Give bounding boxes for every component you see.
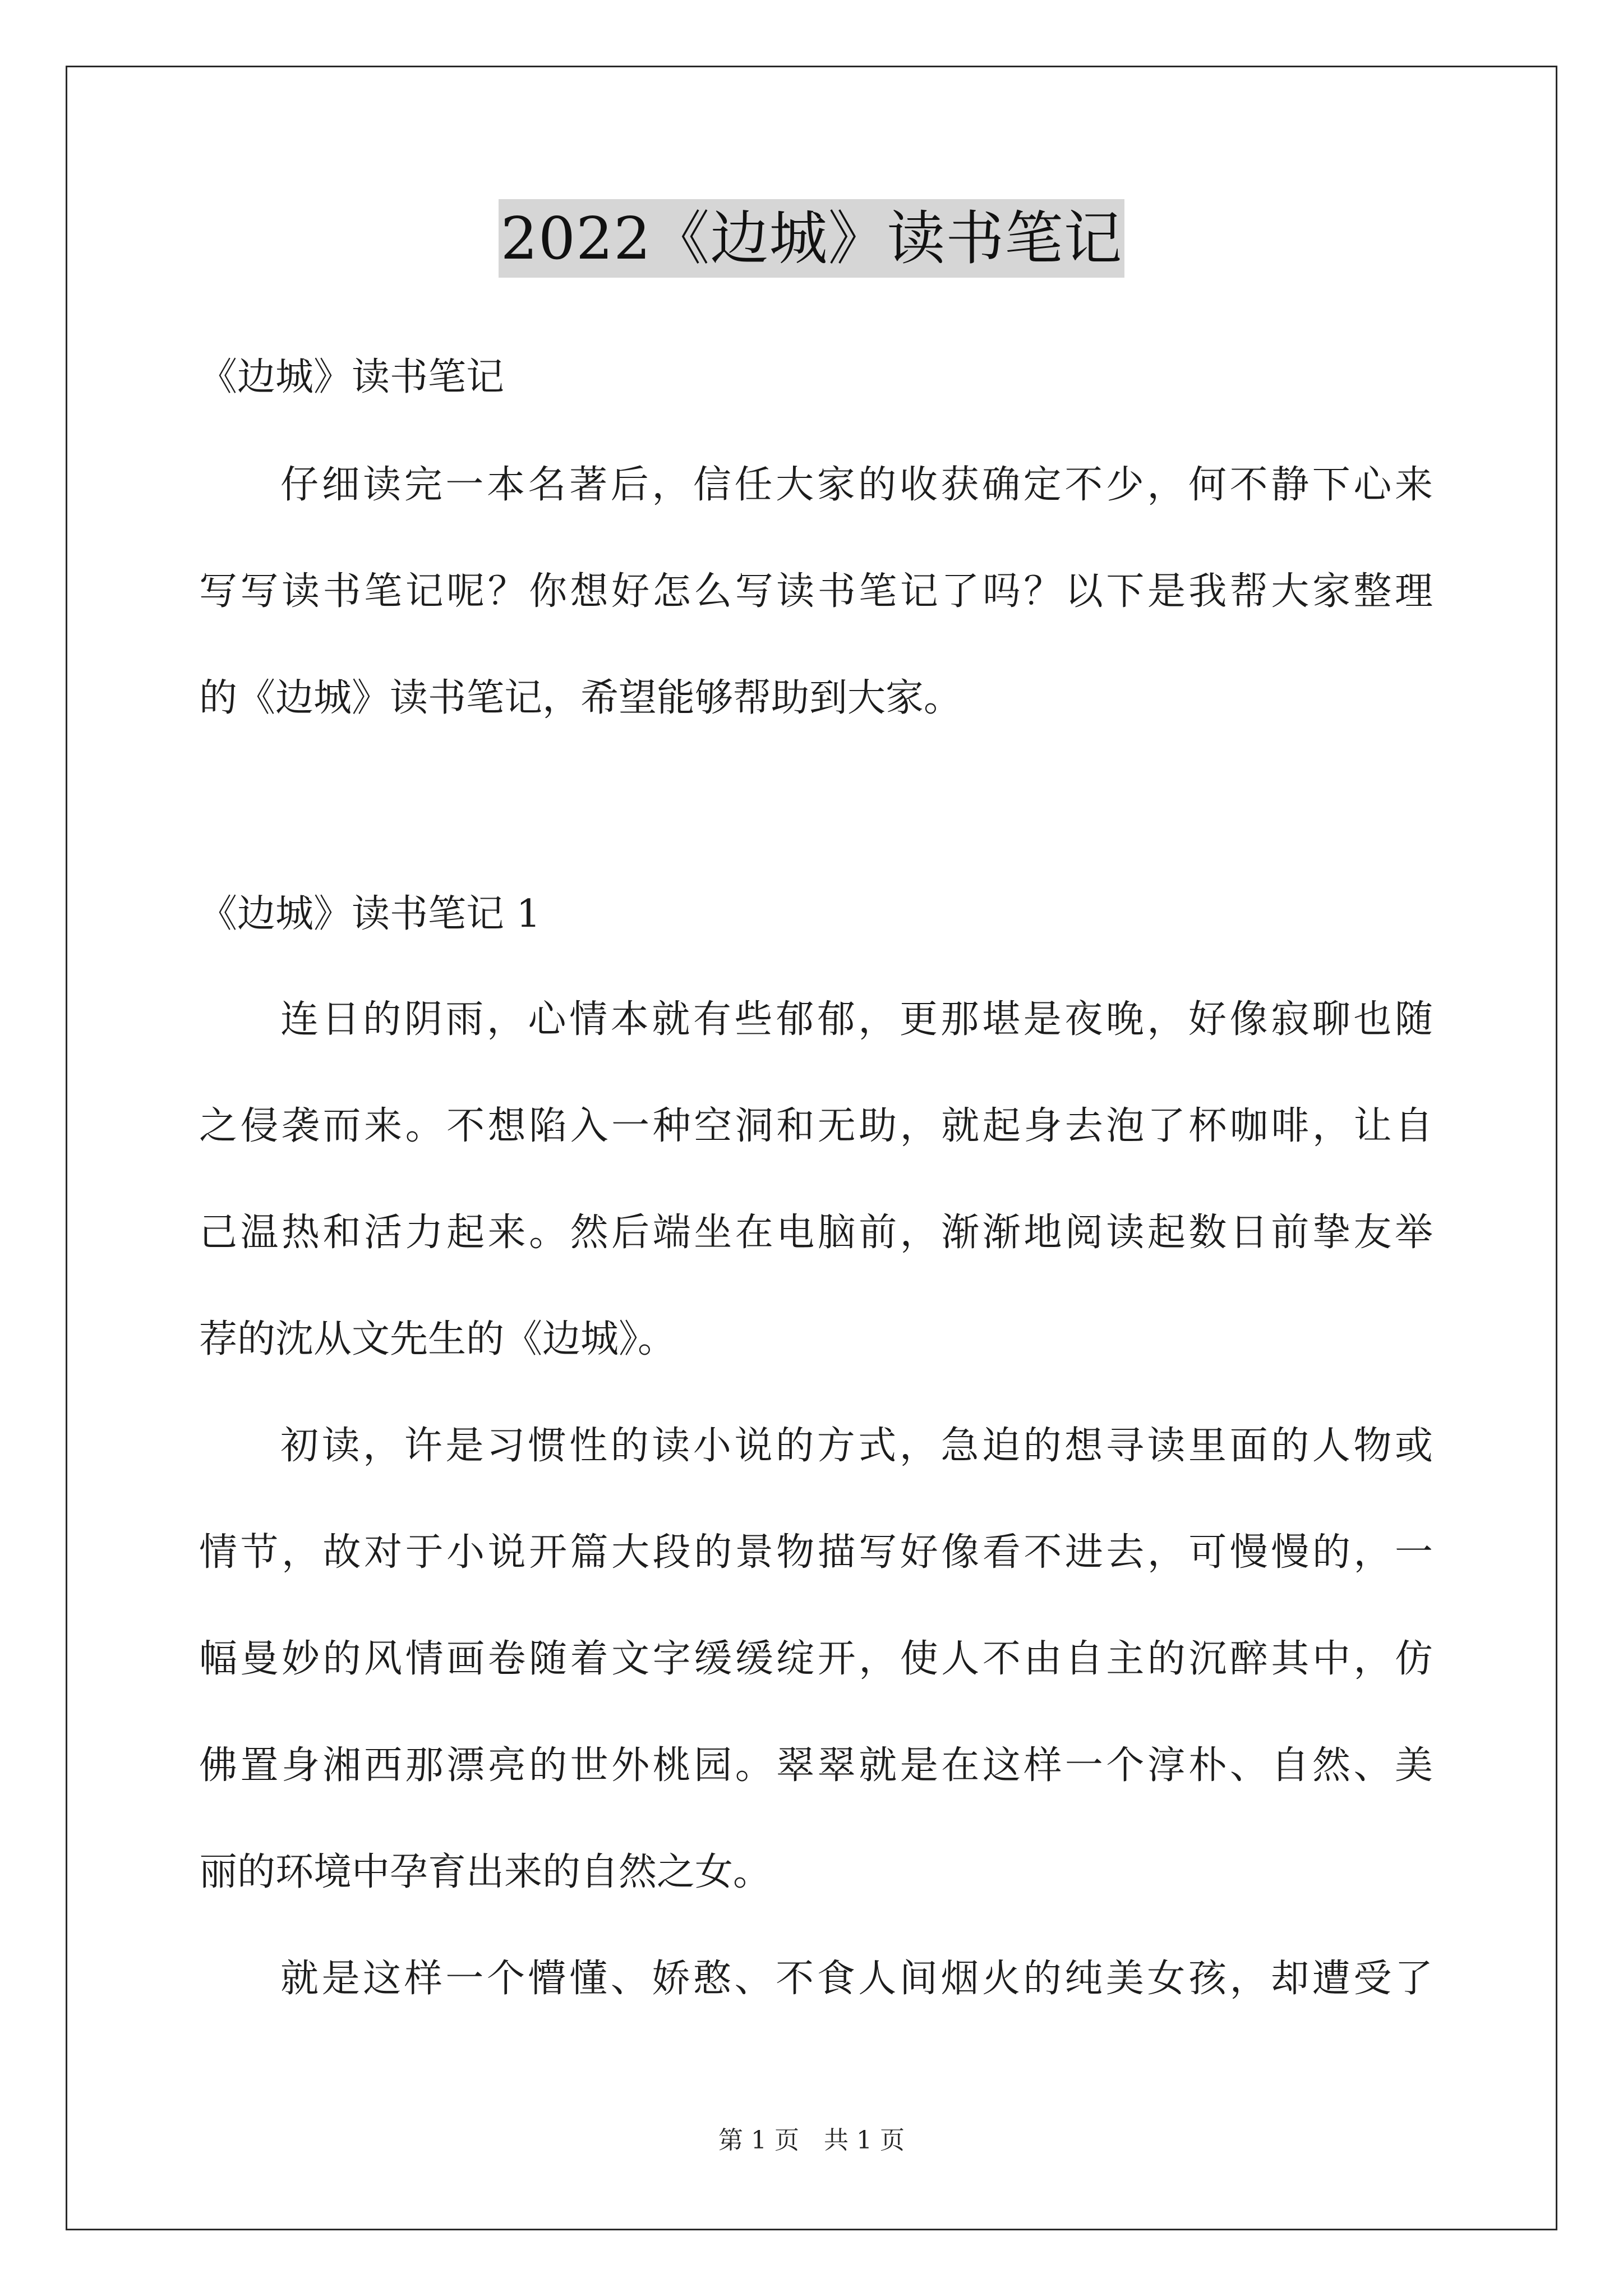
page-number-footer: 第 1 页 共 1 页 xyxy=(718,2126,905,2155)
paragraph-line: 仔细读完一本名著后，信任大家的收获确定不少，何不静下心来 xyxy=(280,463,1433,507)
paragraph-line: 荐的沈从文先生的《边城》。 xyxy=(199,1317,676,1361)
document-title: 2022《边城》读书笔记 xyxy=(499,199,1125,278)
paragraph-line: 写写读书笔记呢？你想好怎么写读书笔记了吗？以下是我帮大家整理 xyxy=(199,569,1433,614)
paragraph-line: 己温热和活力起来。然后端坐在电脑前，渐渐地阅读起数日前挚友举 xyxy=(199,1211,1433,1255)
section-heading: 《边城》读书笔记 1 xyxy=(199,892,541,936)
paragraph-line: 就是这样一个懵懂、娇憨、不食人间烟火的纯美女孩，却遭受了 xyxy=(280,1957,1433,2001)
paragraph-line: 之侵袭而来。不想陷入一种空洞和无助，就起身去泡了杯咖啡，让自 xyxy=(199,1104,1433,1148)
title-container xyxy=(0,199,1623,278)
paragraph-line: 佛置身湘西那漂亮的世外桃园。翠翠就是在这样一个淳朴、自然、美 xyxy=(199,1743,1433,1788)
paragraph-line: 连日的阴雨，心情本就有些郁郁，更那堪是夜晚，好像寂聊也随 xyxy=(280,997,1433,1042)
paragraph-line: 幅曼妙的风情画卷随着文字缓缓绽开，使人不由自主的沉醉其中，仿 xyxy=(199,1637,1433,1681)
paragraph-line: 初读，许是习惯性的读小说的方式，急迫的想寻读里面的人物或 xyxy=(280,1424,1433,1468)
paragraph-line: 情节，故对于小说开篇大段的景物描写好像看不进去，可慢慢的，一 xyxy=(199,1530,1433,1575)
paragraph-line: 丽的环境中孕育出来的自然之女。 xyxy=(199,1850,772,1894)
section-heading: 《边城》读书笔记 xyxy=(199,355,505,399)
paragraph-line: 的《边城》读书笔记，希望能够帮助到大家。 xyxy=(199,676,962,720)
